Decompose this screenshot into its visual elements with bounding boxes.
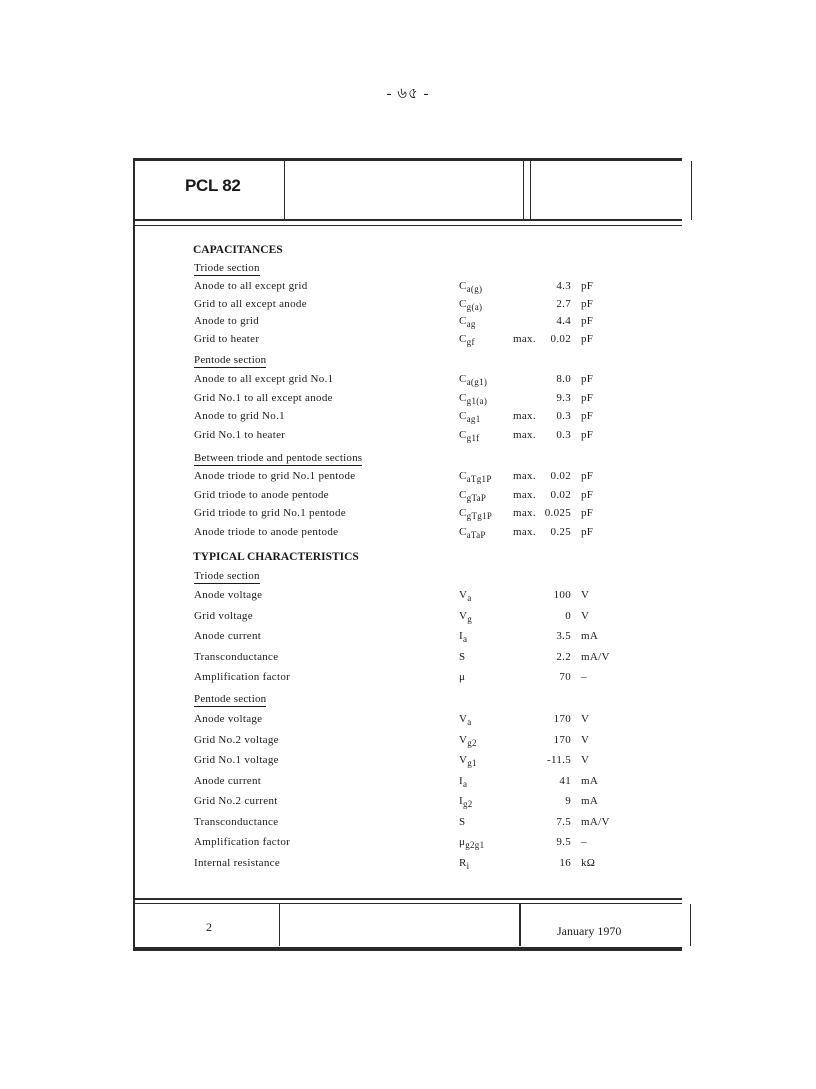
spec-row — [133, 589, 682, 605]
parameter-label: Anode current — [194, 630, 262, 642]
parameter-label: Anode triode to grid No.1 pentode — [194, 470, 356, 482]
spec-row — [133, 671, 682, 687]
parameter-symbol: S — [459, 650, 466, 663]
parameter-symbol: $C_{gTg1P}$ — [459, 507, 493, 521]
subsection-title: Triode section — [194, 570, 260, 582]
spec-row — [133, 410, 682, 426]
parameter-value: 9.5 — [556, 836, 571, 848]
spec-row — [133, 630, 682, 646]
spec-row — [133, 775, 682, 791]
tube-type-code: PCL 82 — [185, 176, 241, 195]
max-qualifier: max. — [513, 410, 536, 422]
parameter-label: Grid No.1 voltage — [194, 754, 279, 766]
parameter-label: Anode to all except grid No.1 — [194, 373, 334, 385]
parameter-value: 0.025 — [544, 507, 571, 519]
page-mark: - ৬৫ - — [386, 86, 430, 102]
parameter-symbol: $C_{aTaP}$ — [459, 525, 486, 540]
parameter-symbol: $V_{g1}$ — [459, 754, 477, 768]
symbol-subscript: ag — [466, 319, 476, 329]
symbol-subscript: ag1 — [466, 414, 481, 424]
parameter-symbol: $C_{gf}$ — [459, 332, 475, 347]
parameter-unit: kΩ — [581, 856, 596, 869]
parameter-unit: pF — [581, 315, 594, 327]
spec-row — [133, 713, 682, 729]
parameter-value: 8.0 — [556, 373, 571, 385]
parameter-unit: pF — [581, 373, 594, 385]
symbol-subscript: aTg1P — [466, 474, 492, 484]
section-title: TYPICAL CHARACTERISTICS — [193, 551, 359, 563]
parameter-symbol: $I_a$ — [459, 630, 468, 644]
parameter-value: 100 — [553, 589, 571, 601]
spec-row — [133, 507, 682, 523]
parameter-unit: pF — [581, 507, 594, 519]
parameter-symbol: $V_{g2}$ — [459, 733, 477, 748]
symbol-subscript: a(g) — [466, 284, 483, 294]
parameter-value: 170 — [553, 733, 571, 746]
parameter-value: 4.3 — [556, 280, 571, 292]
spec-row — [133, 373, 682, 389]
parameter-symbol: $V_a$ — [459, 713, 472, 727]
parameter-label: Anode to grid — [194, 315, 260, 327]
parameter-unit: V — [581, 733, 590, 746]
parameter-unit: pF — [581, 391, 594, 404]
parameter-unit: pF — [581, 470, 594, 482]
parameter-value: 3.5 — [556, 630, 571, 642]
header-rule-thin — [133, 225, 682, 226]
symbol-subscript: aTaP — [466, 529, 486, 540]
header-box-middle — [284, 161, 524, 220]
parameter-label: Anode triode to anode pentode — [194, 525, 339, 538]
header-rule — [133, 219, 682, 221]
parameter-label: Grid to heater — [194, 332, 260, 345]
symbol-subscript: g2g1 — [465, 840, 485, 850]
section-title: CAPACITANCES — [193, 244, 283, 256]
spec-row — [133, 470, 682, 486]
parameter-label: Amplification factor — [194, 836, 291, 848]
spec-row — [133, 651, 682, 667]
parameter-unit: – — [581, 671, 587, 683]
parameter-symbol: $C_{g(a)}$ — [459, 297, 483, 312]
parameter-label: Anode to all except grid — [194, 280, 308, 292]
parameter-unit: pF — [581, 428, 594, 441]
parameter-value: 16 — [559, 856, 571, 869]
parameter-value: 4.4 — [556, 315, 571, 327]
symbol-subscript: g1 — [467, 758, 477, 768]
bottom-rule — [133, 947, 682, 951]
parameter-unit: pF — [581, 410, 594, 422]
spec-row — [133, 754, 682, 770]
symbol-subscript: a — [462, 778, 468, 789]
parameter-label: Grid No.1 to heater — [194, 428, 286, 441]
parameter-value: 41 — [559, 774, 571, 787]
parameter-label: Anode to grid No.1 — [194, 410, 285, 422]
spec-row — [133, 315, 682, 331]
footer-rule — [133, 898, 682, 900]
parameter-value: 0.25 — [550, 525, 571, 538]
parameter-label: Grid No.2 voltage — [194, 733, 279, 746]
spec-row — [133, 298, 682, 314]
datasheet-page — [133, 158, 682, 951]
parameter-value: 2.7 — [556, 297, 571, 310]
parameter-symbol: $I_{g2}$ — [459, 795, 473, 809]
header-box-right — [530, 161, 692, 220]
parameter-value: -11.5 — [546, 754, 571, 766]
parameter-label: Transconductance — [194, 815, 279, 828]
parameter-symbol: $C_{a(g1)}$ — [459, 373, 488, 387]
parameter-symbol: $\mu_{g2g1}$ — [459, 836, 485, 850]
parameter-label: Transconductance — [194, 650, 279, 663]
parameter-unit: mA/V — [581, 815, 610, 828]
max-qualifier: max. — [513, 428, 536, 441]
symbol-subscript: a — [467, 593, 472, 603]
symbol-subscript: g2 — [467, 737, 477, 748]
subsection-title: Pentode section — [194, 693, 267, 705]
symbol-subscript: gf — [466, 336, 475, 347]
footer-box-middle — [279, 904, 521, 946]
spec-row — [133, 333, 682, 349]
parameter-value: 70 — [559, 671, 571, 683]
parameter-value: 9.3 — [556, 391, 571, 404]
spec-row — [133, 280, 682, 296]
parameter-symbol: $C_{ag}$ — [459, 315, 476, 329]
parameter-symbol: $V_a$ — [459, 589, 472, 603]
parameter-label: Anode voltage — [194, 713, 263, 725]
max-qualifier: max. — [513, 488, 536, 501]
parameter-unit: mA/V — [581, 650, 610, 663]
symbol-subscript: gTg1P — [466, 511, 493, 521]
parameter-unit: V — [581, 589, 590, 601]
parameter-label: Grid No.1 to all except anode — [194, 391, 333, 404]
parameter-value: 0.02 — [550, 332, 571, 345]
parameter-label: Anode voltage — [194, 589, 263, 601]
spec-row — [133, 734, 682, 750]
issue-date: January 1970 — [557, 924, 622, 938]
parameter-symbol: $C_{a(g)}$ — [459, 280, 483, 294]
parameter-symbol: $C_{gTaP}$ — [459, 488, 487, 503]
max-qualifier: max. — [513, 507, 536, 519]
symbol-subscript: i — [466, 860, 470, 871]
parameter-symbol: $R_i$ — [459, 856, 470, 871]
spec-row — [133, 489, 682, 505]
symbol-subscript: a — [462, 634, 468, 644]
spec-row — [133, 836, 682, 852]
parameter-unit: pF — [581, 297, 594, 310]
subsection-title: Pentode section — [194, 354, 267, 366]
spec-row — [133, 610, 682, 626]
parameter-symbol: S — [459, 815, 466, 828]
parameter-unit: – — [581, 836, 587, 848]
spec-row — [133, 526, 682, 542]
max-qualifier: max. — [513, 332, 536, 345]
parameter-symbol: μ — [459, 671, 466, 683]
subsection-title: Between triode and pentode sections — [194, 452, 363, 464]
parameter-value: 0.3 — [556, 410, 571, 422]
parameter-value: 0.02 — [550, 488, 571, 501]
parameter-unit: V — [581, 754, 590, 766]
parameter-unit: mA — [581, 795, 599, 807]
spec-row — [133, 795, 682, 811]
symbol-subscript: g(a) — [466, 301, 483, 312]
symbol-subscript: a — [467, 717, 472, 727]
max-qualifier: max. — [513, 470, 536, 482]
parameter-label: Grid to all except anode — [194, 297, 307, 310]
parameter-value: 0.3 — [556, 428, 571, 441]
parameter-value: 170 — [553, 713, 571, 725]
symbol-subscript: gTaP — [466, 492, 487, 503]
parameter-label: Grid triode to grid No.1 pentode — [194, 507, 346, 519]
spec-row — [133, 816, 682, 832]
page-number: 2 — [206, 920, 212, 934]
parameter-symbol: $I_a$ — [459, 774, 468, 789]
spec-row — [133, 392, 682, 408]
parameter-value: 7.5 — [556, 815, 571, 828]
parameter-symbol: $C_{g1(a)}$ — [459, 391, 488, 406]
spec-row — [133, 429, 682, 445]
subsection-title: Triode section — [194, 262, 260, 274]
parameter-unit: V — [581, 609, 590, 622]
parameter-unit: V — [581, 713, 590, 725]
spec-row — [133, 857, 682, 873]
parameter-label: Grid voltage — [194, 609, 253, 622]
parameter-unit: mA — [581, 630, 599, 642]
parameter-value: 0.02 — [550, 470, 571, 482]
parameter-unit: pF — [581, 488, 594, 501]
parameter-unit: pF — [581, 525, 594, 538]
parameter-label: Internal resistance — [194, 856, 281, 869]
parameter-label: Grid triode to anode pentode — [194, 488, 329, 501]
parameter-label: Anode current — [194, 774, 262, 787]
left-rule — [133, 158, 135, 951]
parameter-unit: pF — [581, 332, 594, 345]
parameter-symbol: $C_{aTg1P}$ — [459, 470, 492, 484]
symbol-subscript: g1f — [466, 432, 480, 443]
parameter-symbol: $C_{g1f}$ — [459, 428, 480, 443]
parameter-value: 9 — [565, 795, 571, 807]
max-qualifier: max. — [513, 525, 536, 538]
symbol-subscript: a(g1) — [466, 377, 488, 387]
parameter-symbol: $C_{ag1}$ — [459, 410, 481, 424]
symbol-subscript: g1(a) — [466, 395, 488, 406]
parameter-unit: pF — [581, 280, 594, 292]
parameter-label: Amplification factor — [194, 671, 291, 683]
parameter-value: 0 — [565, 609, 571, 622]
parameter-label: Grid No.2 current — [194, 795, 278, 807]
parameter-value: 2.2 — [556, 650, 571, 663]
parameter-unit: mA — [581, 774, 599, 787]
symbol-subscript: g2 — [462, 799, 473, 809]
parameter-symbol: $V_g$ — [459, 609, 473, 624]
symbol-subscript: g — [467, 613, 473, 624]
